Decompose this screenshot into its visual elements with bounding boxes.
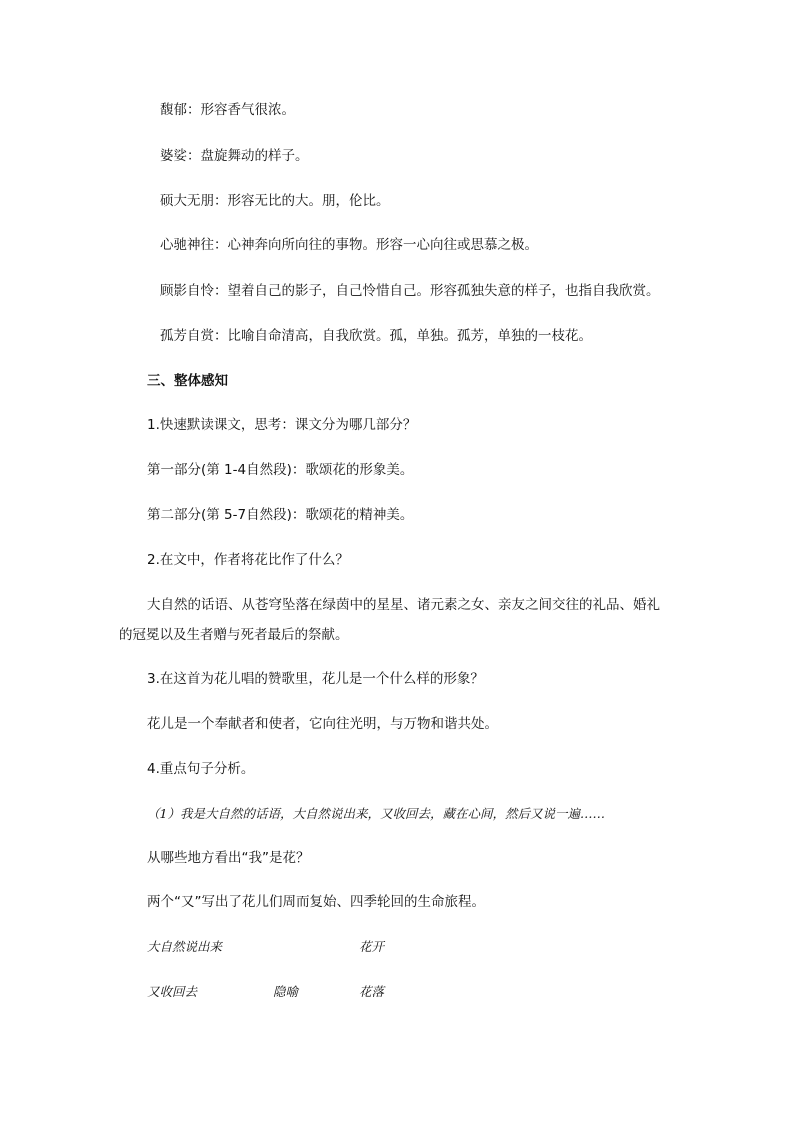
vocab-posuo: 婆娑：盘旋舞动的样子。	[160, 148, 309, 164]
question-3: 3.在这首为花儿唱的赞歌里，花儿是一个什么样的形象？	[147, 671, 484, 687]
answer-4a: 两个“又”写出了花儿们周而复始、四季轮回的生命旅程。	[147, 894, 485, 910]
answer-3: 花儿是一个奉献者和使者，它向往光明，与万物和谐共处。	[147, 716, 498, 732]
diagram-row1-right: 花开	[359, 939, 385, 954]
section-title: 三、整体感知	[147, 373, 228, 389]
vocab-xinchi: 心驰神往：心神奔向所向往的事物。形容一心向往或思慕之极。	[160, 237, 538, 253]
answer-2-line-2: 的冠冕以及生者赠与死者最后的祭献。	[119, 627, 349, 643]
answer-part-2: 第二部分(第 5-7自然段)：歌颂花的精神美。	[147, 507, 414, 523]
question-4a: 从哪些地方看出“我”是花？	[147, 850, 310, 866]
vocab-gufang: 孤芳自赏：比喻自命清高，自我欣赏。孤，单独。孤芳，单独的一枝花。	[160, 328, 592, 344]
question-1: 1.快速默读课文，思考：课文分为哪几部分？	[147, 417, 417, 433]
diagram-row1-left: 大自然说出来	[147, 939, 223, 954]
diagram-row2-mid: 隐喻	[273, 984, 299, 999]
answer-part-1: 第一部分(第 1-4自然段)：歌颂花的形象美。	[147, 462, 414, 478]
diagram-row2-right: 花落	[359, 984, 385, 999]
diagram-row2-left: 又收回去	[147, 984, 198, 999]
question-2: 2.在文中，作者将花比作了什么？	[147, 552, 349, 568]
answer-2-line-1: 大自然的话语、从苍穹坠落在绿茵中的星星、诸元素之女、亲友之间交往的礼品、婚礼	[147, 597, 660, 613]
vocab-shuoda: 硕大无朋：形容无比的大。朋，伦比。	[160, 193, 390, 209]
vocab-guying: 顾影自怜：望着自己的影子，自己怜惜自己。形容孤独失意的样子，也指自我欣赏。	[160, 283, 660, 299]
vocab-fuyu: 馥郁：形容香气很浓。	[160, 102, 295, 118]
question-4: 4.重点句子分析。	[147, 761, 255, 777]
key-sentence-1: （1）我是大自然的话语，大自然说出来，又收回去，藏在心间，然后又说一遍……	[147, 806, 605, 821]
